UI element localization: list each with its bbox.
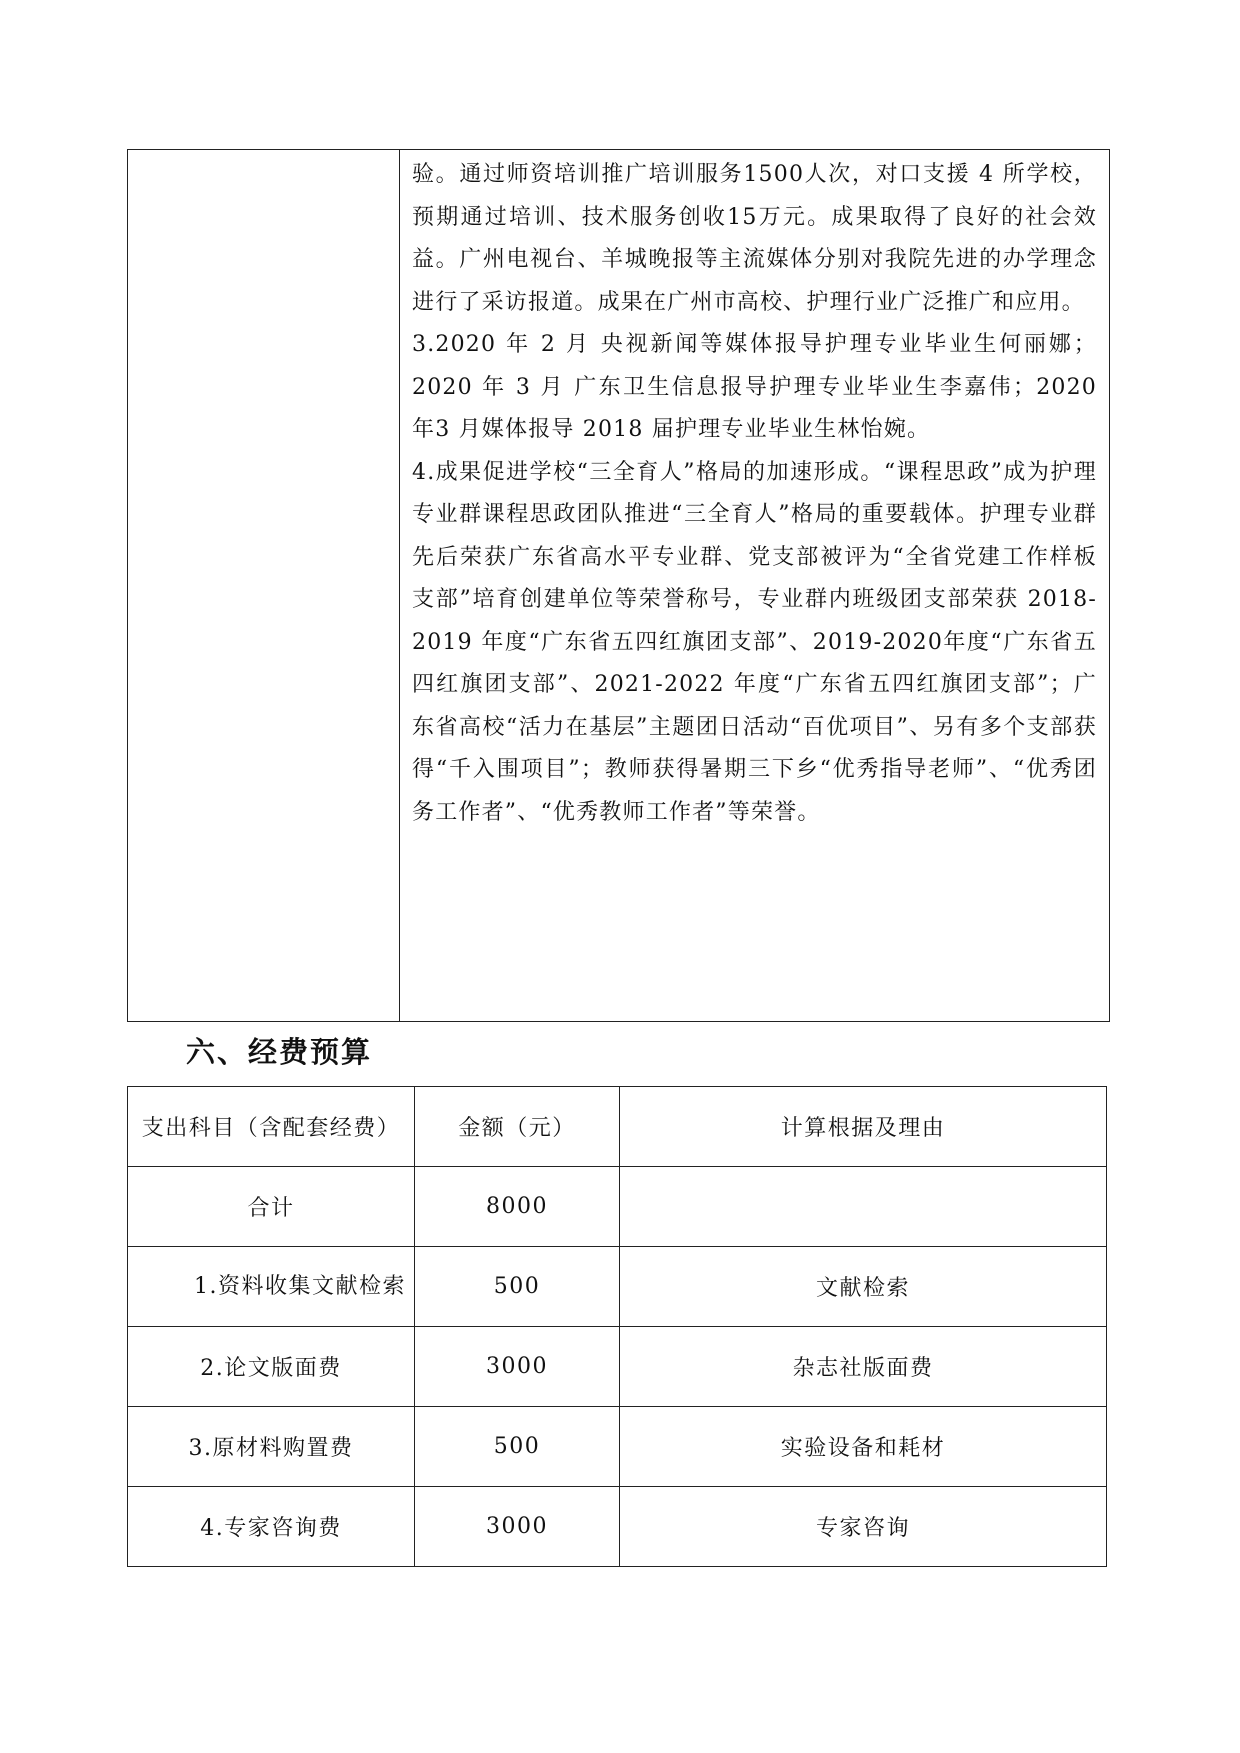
- budget-amount: 500: [415, 1247, 620, 1327]
- header-reason: 计算根据及理由: [620, 1087, 1107, 1167]
- budget-item: 2.论文版面费: [128, 1327, 415, 1407]
- budget-item: [128, 1247, 415, 1327]
- budget-reason: 实验设备和耗材: [620, 1407, 1107, 1487]
- budget-reason: 文献检索: [620, 1247, 1107, 1327]
- continuation-label-cell: [128, 150, 400, 1021]
- budget-header-row: [128, 1087, 1107, 1167]
- total-amount: 8000: [415, 1167, 620, 1247]
- budget-item-text: 1.资料收集文献检索: [194, 1273, 406, 1299]
- budget-row: [128, 1407, 1107, 1487]
- budget-amount: 500: [415, 1407, 620, 1487]
- budget-row: [128, 1327, 1107, 1407]
- header-item: 支出科目（含配套经费）: [128, 1087, 415, 1167]
- budget-row: [128, 1247, 1107, 1327]
- continuation-paragraph-2: 3.2020 年 2 月 央视新闻等媒体报导护理专业毕业生何丽娜；2020 年 3 月 广东卫生信息报导护理专业毕业生李嘉伟；2020 年3 月媒体报导 2018 届护理专业毕业生林怡婉。: [412, 332, 1097, 442]
- section-heading: 六、经费预算: [186, 1035, 373, 1069]
- budget-amount: 3000: [415, 1487, 620, 1567]
- budget-reason: 专家咨询: [620, 1487, 1107, 1567]
- budget-item: 4.专家咨询费: [128, 1487, 415, 1567]
- budget-reason: 杂志社版面费: [620, 1327, 1107, 1407]
- continuation-content-cell: [400, 150, 1109, 1021]
- budget-item: 3.原材料购置费: [128, 1407, 415, 1487]
- total-reason: [620, 1167, 1107, 1247]
- budget-row: [128, 1487, 1107, 1567]
- header-amount: 金额（元）: [415, 1087, 620, 1167]
- continuation-table: [127, 149, 1110, 1022]
- continuation-paragraph-1: 验。通过师资培训推广培训服务1500人次，对口支援 4 所学校，预期通过培训、技术服务创收15万元。成果取得了良好的社会效益。广州电视台、羊城晚报等主流媒体分别对我院先进的办学理念进行了采访报道。成果在广州市高校、护理行业广泛推广和应用。: [412, 162, 1097, 315]
- budget-amount: 3000: [415, 1327, 620, 1407]
- budget-table: [127, 1086, 1107, 1567]
- total-label: 合计: [128, 1167, 415, 1247]
- continuation-paragraph-3: 4.成果促进学校“三全育人”格局的加速形成。“课程思政”成为护理专业群课程思政团队推进“三全育人”格局的重要载体。护理专业群先后荣获广东省高水平专业群、党支部被评为“全省党建工作样板支部”培育创建单位等荣誉称号，专业群内班级团支部荣获 2018-2019 年度“广东省五四红旗团支部”、2019-2020年度“广东省五四红旗团支部”、2021-2022 年度“广东省五四红旗团支部”；广东省高校“活力在基层”主题团日活动“百优项目”、另有多个支部获得“千入围项目”；教师获得暑期三下乡“优秀指导老师”、“优秀团务工作者”、“优秀教师工作者”等荣誉。: [412, 459, 1097, 825]
- budget-total-row: [128, 1167, 1107, 1247]
